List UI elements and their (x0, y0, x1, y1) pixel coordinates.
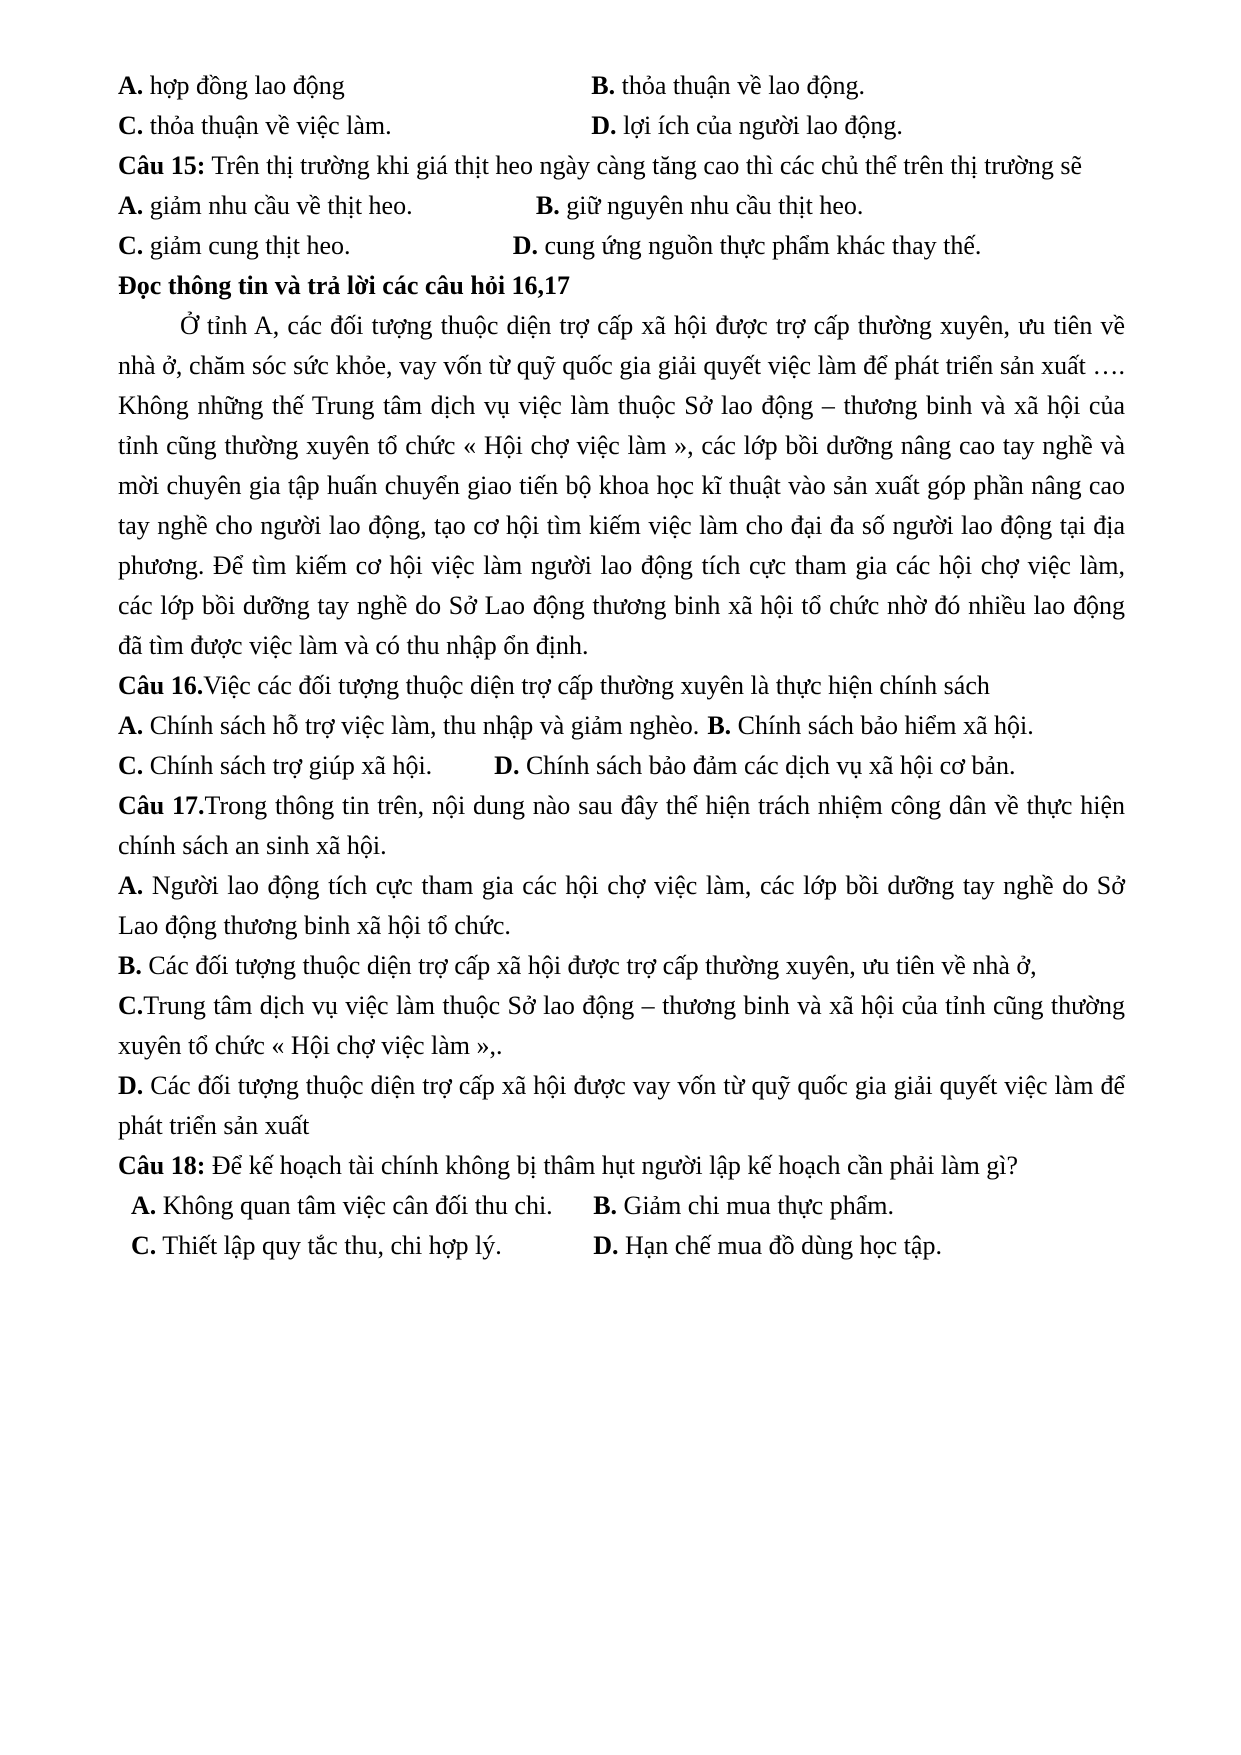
q16-options-ab (118, 706, 1125, 746)
option-a-text: hợp đồng lao động (143, 71, 345, 100)
q17-question (118, 786, 1125, 866)
option-b-text: Giảm chi mua thực phẩm. (617, 1191, 894, 1220)
option-d-label: D. (593, 1231, 619, 1260)
q14-options-row-cd (118, 106, 1125, 146)
q15-option-a (118, 186, 536, 226)
q15-option-b (536, 186, 864, 226)
q15-options-row-ab (118, 186, 1125, 226)
q15-options-row-cd (118, 226, 1125, 266)
option-c-label: C. (131, 1231, 157, 1260)
q14-option-c (118, 106, 591, 146)
option-a-label: A. (118, 711, 144, 740)
option-d-text: Chính sách bảo đảm các dịch vụ xã hội cơ bản. (519, 751, 1016, 780)
option-b-text: thỏa thuận về lao động. (615, 71, 865, 100)
q14-options-row-ab (118, 66, 1125, 106)
option-a-text: giảm nhu cầu về thịt heo. (143, 191, 413, 220)
reading-instruction-heading: Đọc thông tin và trả lời các câu hỏi 16,17 (118, 271, 571, 300)
q14-option-b (591, 66, 865, 106)
q16-question-text: Việc các đối tượng thuộc diện trợ cấp thường xuyên là thực hiện chính sách (203, 671, 990, 700)
q17-option-b (118, 946, 1125, 986)
option-c-text: Thiết lập quy tắc thu, chi hợp lý. (156, 1231, 502, 1260)
q15-option-d (513, 226, 982, 266)
option-c-text: Trung tâm dịch vụ việc làm thuộc Sở lao động – thương binh và xã hội của tỉnh cũng thường xuyên tổ chức « Hội chợ việc làm »,. (118, 991, 1125, 1060)
option-a-label: A. (118, 871, 144, 900)
q14-option-d (591, 106, 903, 146)
q15-question (118, 146, 1125, 186)
q18-option-d (593, 1226, 942, 1266)
option-a-label: A. (118, 191, 144, 220)
option-d-label: D. (591, 111, 617, 140)
option-b-text: giữ nguyên nhu cầu thịt heo. (559, 191, 864, 220)
q14-option-a (118, 66, 591, 106)
option-c-label: C. (118, 231, 144, 260)
option-b-label: B. (591, 71, 616, 100)
q17-number: Câu 17. (118, 791, 205, 820)
option-c-label: C. (118, 991, 144, 1020)
option-c-label: C. (118, 111, 144, 140)
option-b-text: Các đối tượng thuộc diện trợ cấp xã hội được trợ cấp thường xuyên, ưu tiên về nhà ở, (141, 951, 1037, 980)
option-c-label: C. (118, 751, 144, 780)
option-a-text: Không quan tâm việc cân đối thu chi. (156, 1191, 553, 1220)
option-a-text: Chính sách hỗ trợ việc làm, thu nhập và giảm nghèo. (143, 711, 700, 740)
option-b-text: Chính sách bảo hiểm xã hội. (731, 711, 1034, 740)
q16-options-cd (118, 746, 1125, 786)
q18-option-c (131, 1226, 593, 1266)
reading-passage: Ở tỉnh A, các đối tượng thuộc diện trợ cấp xã hội được trợ cấp thường xuyên, ưu tiên về nhà ở, chăm sóc sức khỏe, vay vốn từ quỹ quốc gia giải quyết việc làm để phát triển sản xuất …. Không những thế Trung tâm dịch vụ việc làm thuộc Sở lao động – thương binh và xã hội của tỉnh cũng thường xuyên tổ chức « Hội chợ việc làm », các lớp bồi dưỡng nâng cao tay nghề và mời chuyên gia tập huấn chuyển giao tiến bộ khoa học kĩ thuật vào sản xuất góp phần nâng cao tay nghề cho người lao động, tạo cơ hội tìm kiếm việc làm cho đại đa số người lao động tại địa phương. Để tìm kiếm cơ hội việc làm người lao động tích cực tham gia các hội chợ việc làm, các lớp bồi dưỡng tay nghề do Sở Lao động thương binh xã hội tổ chức nhờ đó nhiều lao động đã tìm được việc làm và có thu nhập ổn định. (118, 311, 1125, 660)
option-d-label: D. (512, 231, 539, 260)
option-a-label: A. (118, 71, 144, 100)
option-d-text: lợi ích của người lao động. (616, 111, 903, 140)
q15-question-text: Trên thị trường khi giá thịt heo ngày càng tăng cao thì các chủ thể trên thị trường sẽ (205, 151, 1083, 180)
q15-number: Câu 15: (118, 151, 206, 180)
q17-question-text: Trong thông tin trên, nội dung nào sau đây thể hiện trách nhiệm công dân về thực hiện chính sách an sinh xã hội. (118, 791, 1125, 860)
option-d-label: D. (118, 1071, 144, 1100)
q18-number: Câu 18: (118, 1151, 206, 1180)
option-b-label: B. (593, 1191, 618, 1220)
q17-option-d (118, 1066, 1125, 1146)
option-c-text: giảm cung thịt heo. (143, 231, 351, 260)
option-c-text: Chính sách trợ giúp xã hội. (143, 751, 433, 780)
q18-options-row-ab (118, 1186, 1125, 1226)
option-d-label: D. (494, 751, 520, 780)
q18-question (118, 1146, 1125, 1186)
q18-options-row-cd (118, 1226, 1125, 1266)
q16-question (118, 666, 1125, 706)
option-d-text: cung ứng nguồn thực phẩm khác thay thế. (538, 231, 982, 260)
q18-question-text: Để kế hoạch tài chính không bị thâm hụt người lập kế hoạch cần phải làm gì? (205, 1151, 1019, 1180)
option-b-label: B. (118, 951, 142, 980)
q16-number: Câu 16. (118, 671, 204, 700)
option-b-label: B. (707, 711, 732, 740)
q18-option-a (131, 1186, 593, 1226)
option-d-text: Hạn chế mua đồ dùng học tập. (618, 1231, 942, 1260)
option-d-text: Các đối tượng thuộc diện trợ cấp xã hội được vay vốn từ quỹ quốc gia giải quyết việc làm để phát triển sản xuất (118, 1071, 1125, 1140)
option-b-label: B. (535, 191, 560, 220)
option-c-text: thỏa thuận về việc làm. (143, 111, 392, 140)
q18-option-b (593, 1186, 894, 1226)
q15-option-c (118, 226, 513, 266)
option-a-text: Người lao động tích cực tham gia các hội chợ việc làm, các lớp bồi dưỡng tay nghề do Sở Lao động thương binh xã hội tổ chức. (118, 871, 1125, 940)
option-a-label: A. (131, 1191, 157, 1220)
q17-option-a (118, 866, 1125, 946)
q17-option-c (118, 986, 1125, 1066)
